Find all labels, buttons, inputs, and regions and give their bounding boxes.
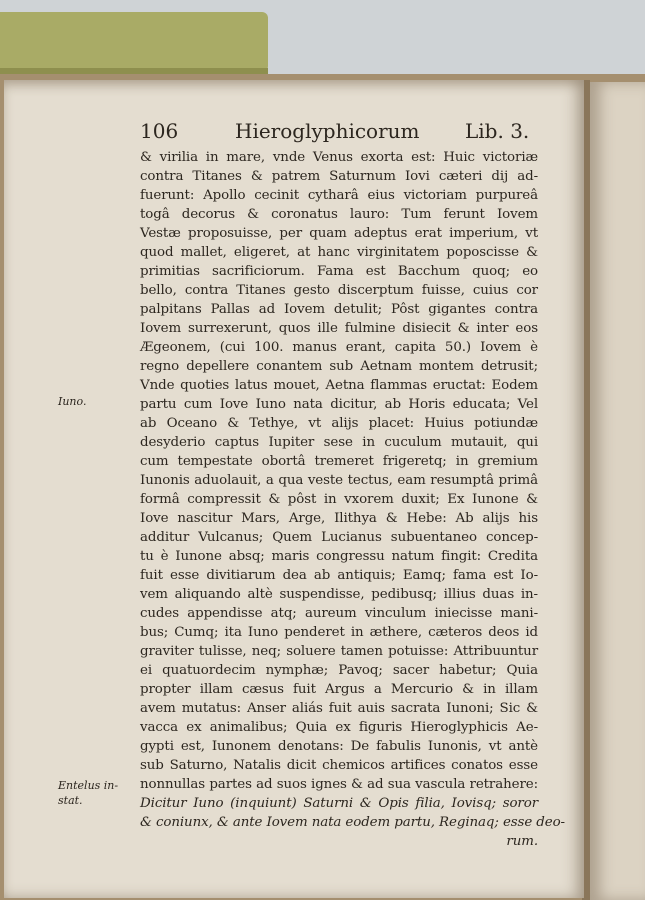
text-line: formâ compressit & pôst in vxorem duxit; Ex Iunone & [140, 492, 538, 507]
text-line: Vestæ proposuisse, per quam adeptus erat imperium, vt [140, 226, 538, 241]
text-line: bello, contra Titanes gesto discerptum fuisse, cuius cor [140, 283, 538, 298]
text-line: vacca ex animalibus; Quia ex figuris Hieroglyphicis Ae- [140, 720, 538, 735]
text-line: fuit esse divitiarum dea ab antiquis; Eamq; fama est Io- [140, 568, 538, 583]
text-line: sub Saturno, Natalis dicit chemicos artifices conatos esse [140, 758, 538, 773]
margin-note-line: Entelus in- [58, 779, 119, 792]
book-label: Lib. 3. [465, 119, 530, 143]
text-line: fuerunt: Apollo cecinit cytharâ eius victoriam purpureâ [140, 188, 538, 203]
page-header [140, 118, 560, 144]
text-line: & virilia in mare, vnde Venus exorta est: Huic victoriæ [140, 150, 538, 165]
text-line: primitias sacrificiorum. Fama est Bacchum quoq; eo [140, 264, 538, 279]
text-line: partu cum Iove Iuno nata dicitur, ab Horis educata; Vel [140, 397, 538, 412]
text-line: avem mutatus: Anser aliás fuit auis sacrata Iunoni; Sic & [140, 701, 538, 716]
text-line: cum tempestate obortâ tremeret frigeretq; in gremium [140, 454, 538, 469]
text-line: Iovem surrexerunt, quos ille fulmine disiecit & inter eos [140, 321, 538, 336]
text-line: gypti est, Iunonem denotans: De fabulis Iunonis, vt antè [140, 739, 538, 754]
text-line: Iove nascitur Mars, Arge, Ilithya & Hebe: Ab alijs his [140, 511, 538, 526]
green-book-edge [0, 12, 268, 72]
text-line: ei quatuordecim nymphæ; Pavoq; sacer habetur; Quia [140, 663, 538, 678]
text-line-italic: & coniunx, & ante Iovem nata eodem partu, Reginaq; esse deo- [140, 815, 565, 830]
text-line: Vnde quoties latus mouet, Aetna flammas eructat: Eodem [140, 378, 538, 393]
text-line: cudes appendisse atq; aureum vinculum iniecisse mani- [140, 606, 538, 621]
text-line: bus; Cumq; ita Iuno penderet in æthere, cæteros deos id [140, 625, 538, 640]
text-line: palpitans Pallas ad Iovem detulit; Pôst gigantes contra [140, 302, 538, 317]
page-body-text [140, 148, 565, 851]
text-line: graviter tulisse, neq; soluere tamen potuisse: Attribuuntur [140, 644, 538, 659]
text-line: ab Oceano & Tethye, vt alijs placet: Huius potiundæ [140, 416, 538, 431]
running-title: Hieroglyphicorum [235, 119, 420, 143]
text-line: togâ decorus & coronatus lauro: Tum ferunt Iovem [140, 207, 538, 222]
margin-note-entelus [58, 778, 138, 808]
text-line: quod mallet, eligeret, at hanc virginitatem poposcisse & [140, 245, 538, 260]
text-line: desyderio captus Iupiter sese in cuculum mutauit, qui [140, 435, 538, 450]
facing-page [590, 82, 645, 900]
text-line: Iunonis aduolauit, a qua veste tectus, eam resumptâ primâ [140, 473, 538, 488]
text-line-italic: Dicitur Iuno (inquiunt) Saturni & Opis filia, Iovisq; soror [140, 796, 538, 811]
text-line: Ægeonem, (cui 100. manus erant, capita 50.) Iovem è [140, 340, 538, 355]
margin-note-iuno: Iuno. [58, 395, 87, 408]
text-line-italic: rum. [506, 834, 538, 849]
text-line: vem aliquando altè suspendisse, pedibusq; illius duas in- [140, 587, 538, 602]
text-line: nonnullas partes ad suos ignes & ad sua vascula retrahere: [140, 777, 538, 792]
page-number: 106 [140, 119, 179, 143]
margin-note-line: stat. [58, 794, 83, 807]
text-line: tu è Iunone absq; maris congressu natum fingit: Credita [140, 549, 538, 564]
text-line: propter illam cæsus fuit Argus a Mercurio & in illam [140, 682, 538, 697]
text-line: regno depellere conantem sub Aetnam montem detrusit; [140, 359, 538, 374]
text-line: contra Titanes & patrem Saturnum Iovi cæteri dij ad- [140, 169, 538, 184]
text-line: additur Vulcanus; Quem Lucianus subuentaneo concep- [140, 530, 538, 545]
